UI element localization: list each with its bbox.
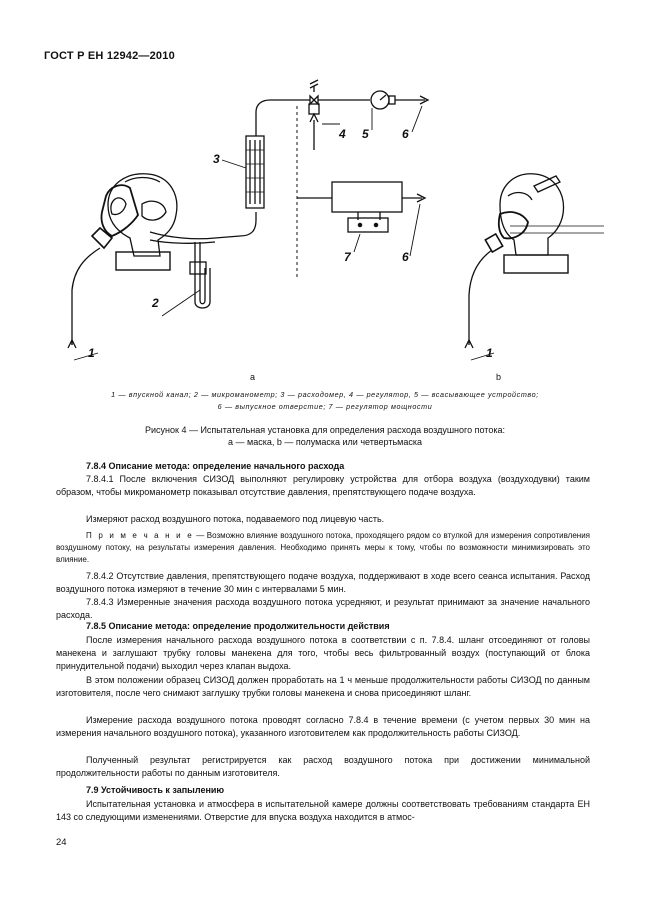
para-785-1: После измерения начального расхода воздушного потока в соответствии с п. 7.8.4. шланг отсоединяют от головы манекена и заглушают трубку головы манекена для того, чтобы весь фильтрованный воздух (поступающий от блока принудительной подачи) выходил через клапан выдоха.	[56, 635, 590, 671]
callout-1b: 1	[486, 346, 493, 360]
figure-legend-line1: 1 — впускной канал; 2 — микроманометр; 3 — расходомер, 4 — регулятор, 5 — всасывающее устройство;	[111, 390, 539, 399]
power-regulator	[297, 182, 425, 232]
para-784-measure: Измеряют расход воздушного потока, подаваемого под лицевую часть.	[86, 514, 385, 524]
inlet-line-a	[68, 248, 100, 348]
callout-leaders	[74, 106, 494, 360]
note-label: П р и м е ч а н и е	[86, 531, 194, 540]
note-block	[56, 530, 590, 566]
figure-caption-line1: Рисунок 4 — Испытательная установка для определения расхода воздушного потока:	[145, 425, 505, 435]
section-79-heading: 7.9 Устойчивость к запылению	[86, 785, 225, 795]
para-79-1: Испытательная установка и атмосфера в испытательной камере должны соответствовать требованиям стандарта ЕН 143 со следующими изменениями. Отверстие для впуска воздуха находится в атмос-	[56, 799, 590, 822]
callout-4: 4	[339, 127, 346, 141]
callout-labels	[88, 127, 493, 360]
callout-3: 3	[213, 152, 220, 166]
para-7842: 7.8.4.2 Отсутствие давления, препятствующего подаче воздуха, поддерживают в ходе всего сеанса испытания. Расход воздушного потока измеряют в течение 30 мин с интервалами 5 мин.	[56, 571, 590, 594]
section-784-heading: 7.8.4 Описание метода: определение начального расхода	[86, 461, 345, 471]
callout-6a: 6	[402, 127, 409, 141]
section-785-heading: 7.8.5 Описание метода: определение продолжительности действия	[86, 621, 390, 631]
callout-6b: 6	[402, 250, 409, 264]
callout-7: 7	[344, 250, 351, 264]
para-785-4: Полученный результат регистрируется как расход воздушного потока при достижении минимальной продолжительности работы по данным изготовителя.	[56, 755, 590, 778]
flowmeter	[240, 100, 310, 236]
callout-2: 2	[152, 296, 159, 310]
callout-5: 5	[362, 127, 369, 141]
document-header: ГОСТ Р ЕН 12942—2010	[44, 50, 175, 62]
mannequin-head-mask	[92, 174, 240, 270]
inlet-line-b	[465, 250, 492, 348]
para-7843: 7.8.4.3 Измеренные значения расхода воздушного потока усредняют, и результат принимают за значение начального расхода.	[56, 597, 590, 620]
panel-label-b: b	[496, 372, 502, 382]
figure-legend-line2: 6 — выпускное отверстие; 7 — регулятор мощности	[217, 402, 433, 411]
test-setup-figure	[44, 60, 604, 390]
panel-label-a: a	[250, 372, 256, 382]
para-785-3: Измерение расхода воздушного потока проводят согласно 7.8.4 в течение времени (с учетом первых 30 мин на измерения начального воздушного потока), указанного изготовителем как продолжительность работы СИЗОД.	[56, 715, 590, 738]
suction-device	[318, 91, 428, 109]
callout-1a: 1	[88, 346, 95, 360]
regulator	[309, 80, 319, 150]
mannequin-head-halfmask	[485, 174, 604, 273]
para-785-2: В этом положении образец СИЗОД должен проработать на 1 ч меньше продолжительности работы СИЗОД по данным изготовителя, после чего снимают заглушку трубки головы манекена и снова присоединяют шланг.	[56, 675, 590, 698]
page-number: 24	[56, 837, 67, 848]
micromanometer	[190, 242, 210, 308]
figure-caption-line2: а — маска, b — полумаска или четвертьмаска	[228, 437, 422, 447]
para-7841: 7.8.4.1 После включения СИЗОД выполняют регулировку устройства для отбора воздуха (воздуходувки) таким образом, чтобы микроманометр показывал отсутствие давления, препятствующего подаче воздуха.	[56, 474, 590, 497]
note-text: — Возможно влияние воздушного потока, проходящего рядом со втулкой для измерения сопротивления воздушному потоку, на результаты измерения давления. Необходимо принять меры к тому, чтобы по возможности минимизировать это влияние.	[56, 531, 591, 564]
panel-labels	[250, 372, 501, 382]
